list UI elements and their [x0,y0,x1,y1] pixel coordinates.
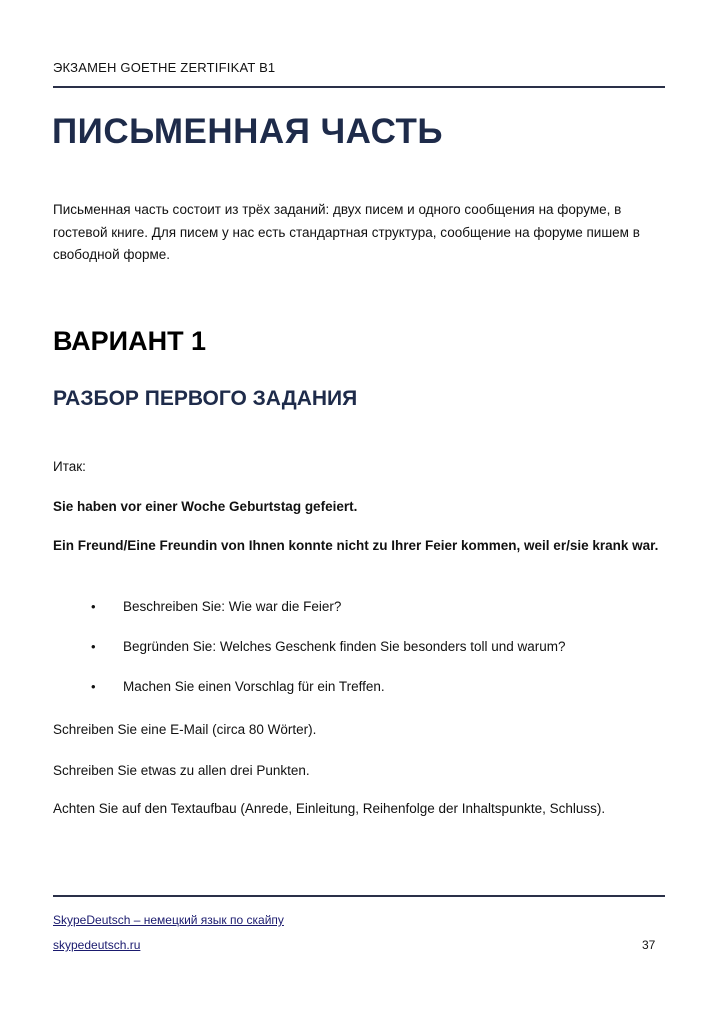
instruction-1: Schreiben Sie eine E-Mail (circa 80 Wörter). [53,722,317,737]
list-item [53,677,673,717]
bullet-icon: • [91,679,96,694]
footer-site-link[interactable]: skypedeutsch.ru [53,938,141,952]
list-item-text: Beschreiben Sie: Wie war die Feier? [123,599,342,614]
task-line-2: Ein Freund/Eine Freundin von Ihnen konnte nicht zu Ihrer Feier kommen, weil er/sie krank war. [53,538,659,553]
task-line-1: Sie haben vor einer Woche Geburtstag gefeiert. [53,499,358,514]
running-header: ЭКЗАМЕН GOETHE ZERTIFIKAT B1 [53,60,276,75]
bullet-icon: • [91,599,96,614]
instruction-3: Achten Sie auf den Textaufbau (Anrede, Einleitung, Reihenfolge der Inhaltspunkte, Schluss). [53,801,606,816]
page-title: ПИСЬМЕННАЯ ЧАСТЬ [52,112,444,151]
instruction-2: Schreiben Sie etwas zu allen drei Punkten. [53,763,310,778]
list-item-text: Begründen Sie: Welches Geschenk finden Sie besonders toll und warum? [123,639,566,654]
section-heading: РАЗБОР ПЕРВОГО ЗАДАНИЯ [53,387,358,410]
page-number: 37 [642,938,656,952]
list-item [53,597,673,637]
list-item-text: Machen Sie einen Vorschlag für ein Treffen. [123,679,385,694]
bullet-icon: • [91,639,96,654]
variant-heading: ВАРИАНТ 1 [53,326,207,356]
list-item [53,637,673,677]
footer-brand-link[interactable]: SkypeDeutsch – немецкий язык по скайпу [53,913,284,927]
task-points-list [53,597,673,717]
footer-divider [53,895,665,897]
intro-paragraph: Письменная часть состоит из трёх заданий: двух писем и одного сообщения на форуме, в гостевой книге. Для писем у нас есть стандартная структура, сообщение на форуме пишем в свободной форме. [53,202,640,262]
lead-text: Итак: [53,459,86,474]
header-divider [53,86,665,88]
